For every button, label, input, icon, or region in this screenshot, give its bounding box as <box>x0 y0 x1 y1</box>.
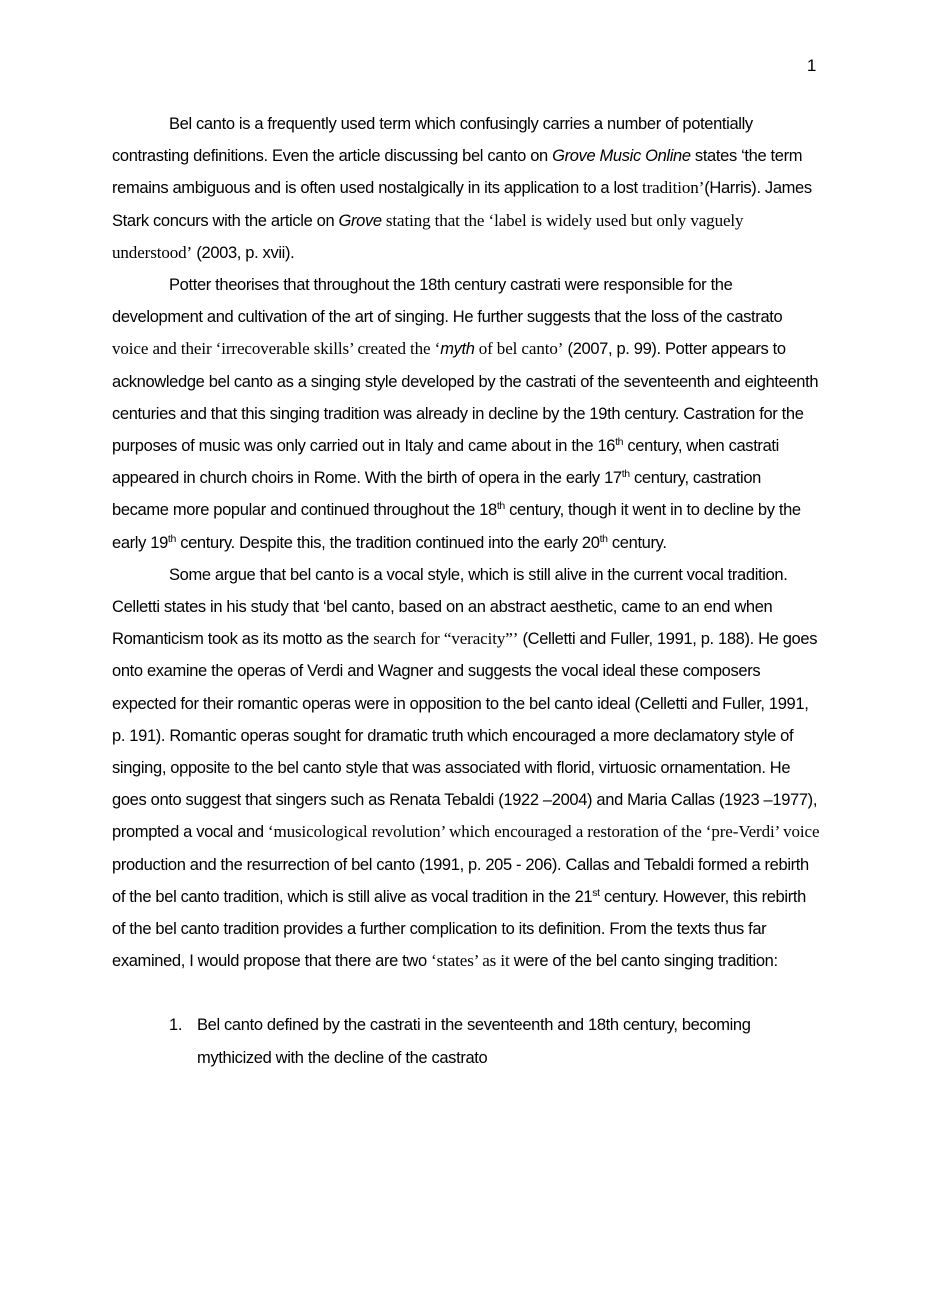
text-run: (2007, p. 99). Potter appears to acknowledge bel canto as a singing style developed by the castrati of the seventeenth and eighteenth centuries and that this singing tradition was already in decline by the 19th century. Castration for the purposes of music was only carried out in Italy and came about in the 16 <box>112 340 819 456</box>
ordinal-superscript: th <box>167 532 176 545</box>
text-run: century. However, this rebirth of the bel canto tradition provides a further complication to its definition. From the texts thus far examined, I would propose that there are two <box>112 887 806 971</box>
text-run: century, though it went in to decline by the early 19 <box>112 501 801 552</box>
italic-run: myth <box>440 340 475 359</box>
serif-quote-run: ‘states’ as it <box>431 951 510 971</box>
text-run: were of the bel canto singing tradition: <box>509 952 778 971</box>
serif-quote-run: of bel canto’ <box>474 339 564 359</box>
paragraph-celletti-style <box>112 559 820 978</box>
text-run: century, when castrati appeared in church choirs in Rome. With the birth of opera in the early 17 <box>112 437 779 488</box>
text-run: century. <box>607 533 667 552</box>
list-item <box>112 1009 820 1073</box>
serif-quote-run: tradition’ <box>642 178 705 198</box>
italic-run: Grove <box>338 211 382 230</box>
text-run: century, castration became more popular and continued throughout the 18 <box>112 469 761 520</box>
text-run: (Celletti and Fuller, 1991, p. 188). He goes onto examine the operas of Verdi and Wagner and suggests the vocal ideal these composers expected for their romantic operas were in opposition to the bel canto ideal (Celletti and Fuller, 1991, p. 191). Romantic operas sought for dramatic truth which encouraged a more declamatory style of singing, opposite to the bel canto style that was associated with florid, virtuosic ornamentation. He goes onto suggest that singers such as Renata Tebaldi (1922 –2004) and Maria Callas (1923 –1977), prompted a vocal and <box>112 630 818 842</box>
text-run: Bel canto is a frequently used term which confusingly carries a number of potentially contrasting definitions. Even the article discussing bel canto on <box>112 115 753 166</box>
ordinal-superscript: th <box>496 500 505 513</box>
list-item-number: 1. <box>169 1016 183 1035</box>
numbered-list <box>112 1009 820 1073</box>
italic-run: Grove Music Online <box>552 147 691 166</box>
ordinal-superscript: th <box>599 532 608 545</box>
text-run: ‘the term remains ambiguous and is often used nostalgically in its application to a lost <box>112 147 803 198</box>
serif-quote-run: search for “veracity”’ <box>373 629 519 649</box>
serif-quote-run: ‘musicological revolution’ which encouraged a restoration of the ‘pre-Verdi’ voice <box>267 822 820 842</box>
text-run: production and the resurrection of bel canto (1991, p. 205 - 206). Callas and Tebaldi formed a rebirth of the bel canto tradition, which is still alive as vocal tradition in the 21 <box>112 855 809 906</box>
text-run: states <box>690 147 742 166</box>
document-body <box>112 108 820 1074</box>
ordinal-superscript: th <box>621 468 630 481</box>
text-run: century. Despite this, the tradition continued into the early 20 <box>175 533 600 552</box>
text-run: (2003, p. xvii). <box>192 243 295 262</box>
paragraph-bel-canto-definition <box>112 108 820 269</box>
serif-quote-run: stating that the ‘label is widely used but only vaguely understood’ <box>112 210 744 262</box>
serif-quote-run: voice and their ‘irrecoverable skills’ created the ‘ <box>112 339 441 359</box>
list-item-text: Bel canto defined by the castrati in the seventeenth and 18th century, becoming mythicized with the decline of the castrato <box>197 1016 751 1067</box>
ordinal-superscript: st <box>592 886 600 899</box>
ordinal-superscript: th <box>615 436 624 449</box>
text-run: (Harris). James Stark concurs with the article on <box>112 179 812 230</box>
paragraph-potter-castrati <box>112 269 820 559</box>
text-run: Some argue that bel canto is a vocal style, which is still alive in the current vocal tradition. Celletti states in his study that ‘bel canto, based on an abstract aesthetic, came to an end when Romanticism took as its motto as the <box>112 565 788 649</box>
text-run: Potter theorises that throughout the 18th century castrati were responsible for the development and cultivation of the art of singing. He further suggests that the loss of the castrato <box>112 276 783 327</box>
page-number: 1 <box>806 56 816 75</box>
